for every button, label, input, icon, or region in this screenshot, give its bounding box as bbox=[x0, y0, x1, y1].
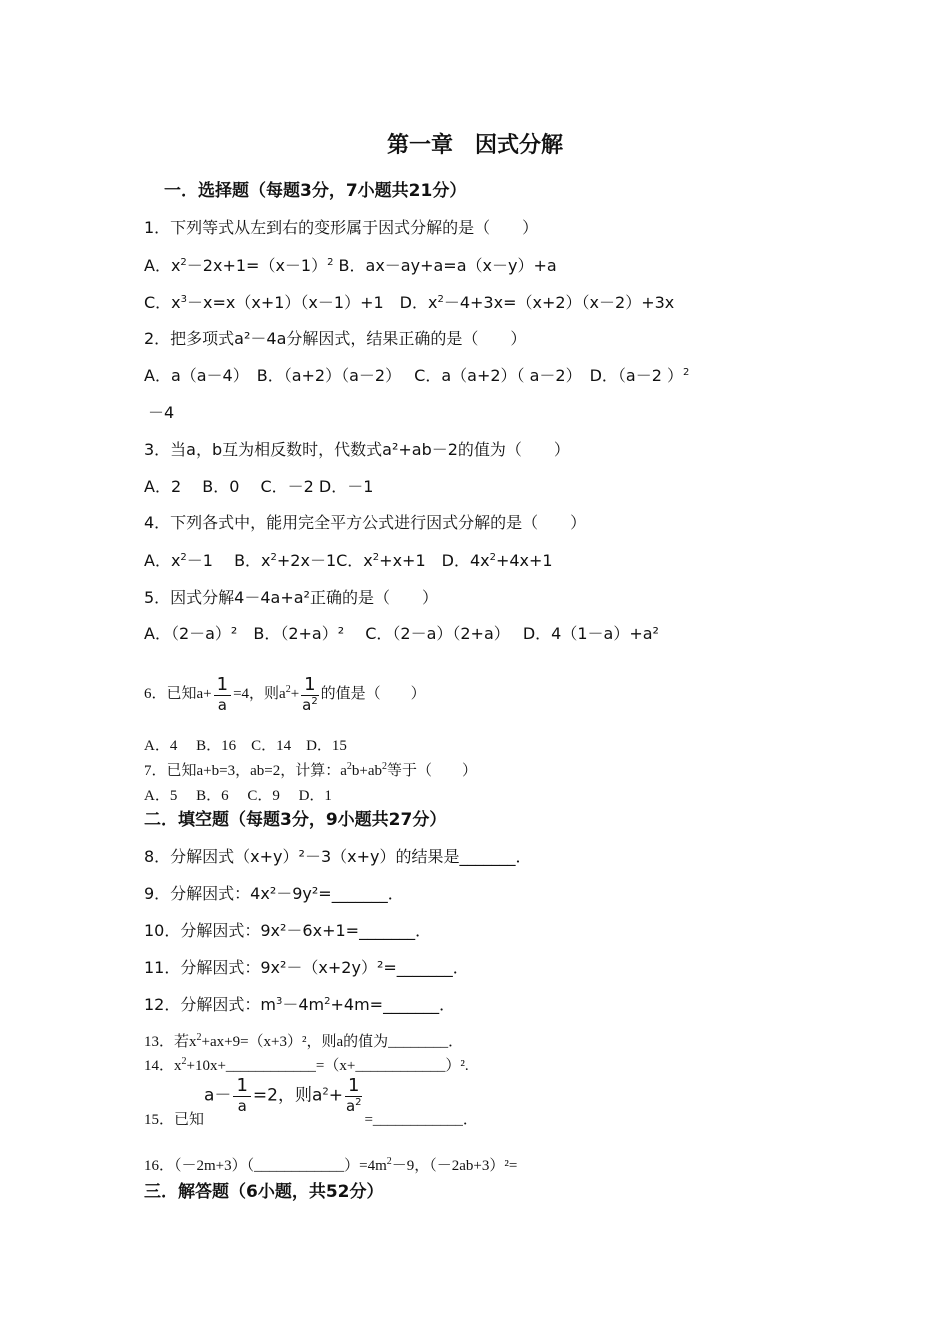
fraction-one-over-a-squared: $\frac{1}{a^2}$ bbox=[302, 674, 318, 715]
question-9: 9．分解因式：4x²－9y²=_______． bbox=[144, 884, 404, 903]
question-2-option-wrap: －4 bbox=[148, 403, 175, 422]
chapter-title: 第一章 因式分解 bbox=[386, 133, 563, 158]
question-3-options: A．2 B．0 C．－2 D．－1 bbox=[144, 477, 374, 496]
section-3-heading: 三．解答题（6小题，共52分） bbox=[144, 1182, 384, 1202]
question-11: 11．分解因式：9x²－（x+2y）²=_______． bbox=[144, 958, 469, 977]
section-1-heading: 一．选择题（每题3分，7小题共21分） bbox=[164, 181, 467, 201]
question-1-options-cd: C．$x^3-x=x(x+1)(x-1)+1$ D．$x^2-4+3x=(x+2)(x-2)+3x$ bbox=[144, 293, 675, 312]
question-2-stem: 2．把多项式a²－4a分解因式，结果正确的是（ ） bbox=[144, 329, 527, 348]
fraction-one-over-a: $\frac{1}{a}$ bbox=[214, 675, 231, 714]
question-6-stem: 6．已知a+ $\frac{1}{a}$ =4，则$a^2+$ $\frac{1}{a^2}$ 的值是（ ） bbox=[144, 674, 426, 715]
section-2-heading: 二．填空题（每题3分，9小题共27分） bbox=[144, 810, 447, 830]
question-7-stem: 7．已知a+b=3，ab=2，计算：$a^2b+ab^2$等于（ ） bbox=[144, 761, 477, 779]
question-8: 8．分解因式（x+y）²－3（x+y）的结果是_______． bbox=[144, 847, 532, 866]
question-4-stem: 4．下列各式中，能用完全平方公式进行因式分解的是（ ） bbox=[144, 513, 587, 532]
question-14: 14．$x^2+10x+\_\_\_\_\_\_\_\_\_\_\_\_=(x+\_\_\_\_\_\_\_\_\_\_\_\_)^2$. bbox=[144, 1056, 469, 1074]
question-1-stem: 1．下列等式从左到右的变形属于因式分解的是（ ） bbox=[144, 218, 539, 237]
question-2-options: A．a（a－4） B．（a+2）（a－2） C．a（a+2）（ a－2） D．（a－2 ）$^2$ bbox=[144, 366, 690, 385]
question-3-stem: 3．当a，b互为相反数时，代数式a²+ab－2的值为（ ） bbox=[144, 440, 570, 459]
question-12: 12．分解因式：$m^3-4m^2+4m=\_\_\_\_\_\_\_$． bbox=[144, 995, 456, 1014]
question-6-options: A．4 B．16 C．14 D．15 bbox=[144, 738, 347, 754]
question-10: 10．分解因式：9x²－6x+1=_______． bbox=[144, 921, 432, 940]
question-5-stem: 5．因式分解4－4a+a²正确的是（ ） bbox=[144, 588, 438, 607]
question-13: 13．若$x^2+ax+9=(x+3)^2$，则a的值为________． bbox=[144, 1032, 464, 1050]
question-4-options: A．$x^2-1$ B．$x^2+2x-1C$．$x^2+x+1$ D．$4x^2+4x+1$ bbox=[144, 551, 553, 570]
question-1-options-ab: A．$x^2-2x+1=(x-1)^2$ B．ax－ay+a=a（x－y）+a bbox=[144, 256, 557, 275]
question-5-options: A．（2－a）² B．（2+a）² C．（2－a）（2+a） D．4（1－a）+a² bbox=[144, 624, 659, 643]
question-16: 16．$(-2m+3)(\_\_\_\_\_\_\_\_\_\_\_\_)=4m^2-9$，（－2ab+3）²= bbox=[144, 1156, 518, 1174]
question-7-options: A．5 B．6 C．9 D．1 bbox=[144, 788, 332, 804]
question-15: 15．已知a－ $\frac{1}{a}$ =2，则$a^2+$ $\frac{1}{a^2}$ =____________． bbox=[144, 1075, 478, 1128]
question-15-equation: a－ $\frac{1}{a}$ =2，则$a^2+$ $\frac{1}{a^2}$ bbox=[204, 1075, 362, 1115]
